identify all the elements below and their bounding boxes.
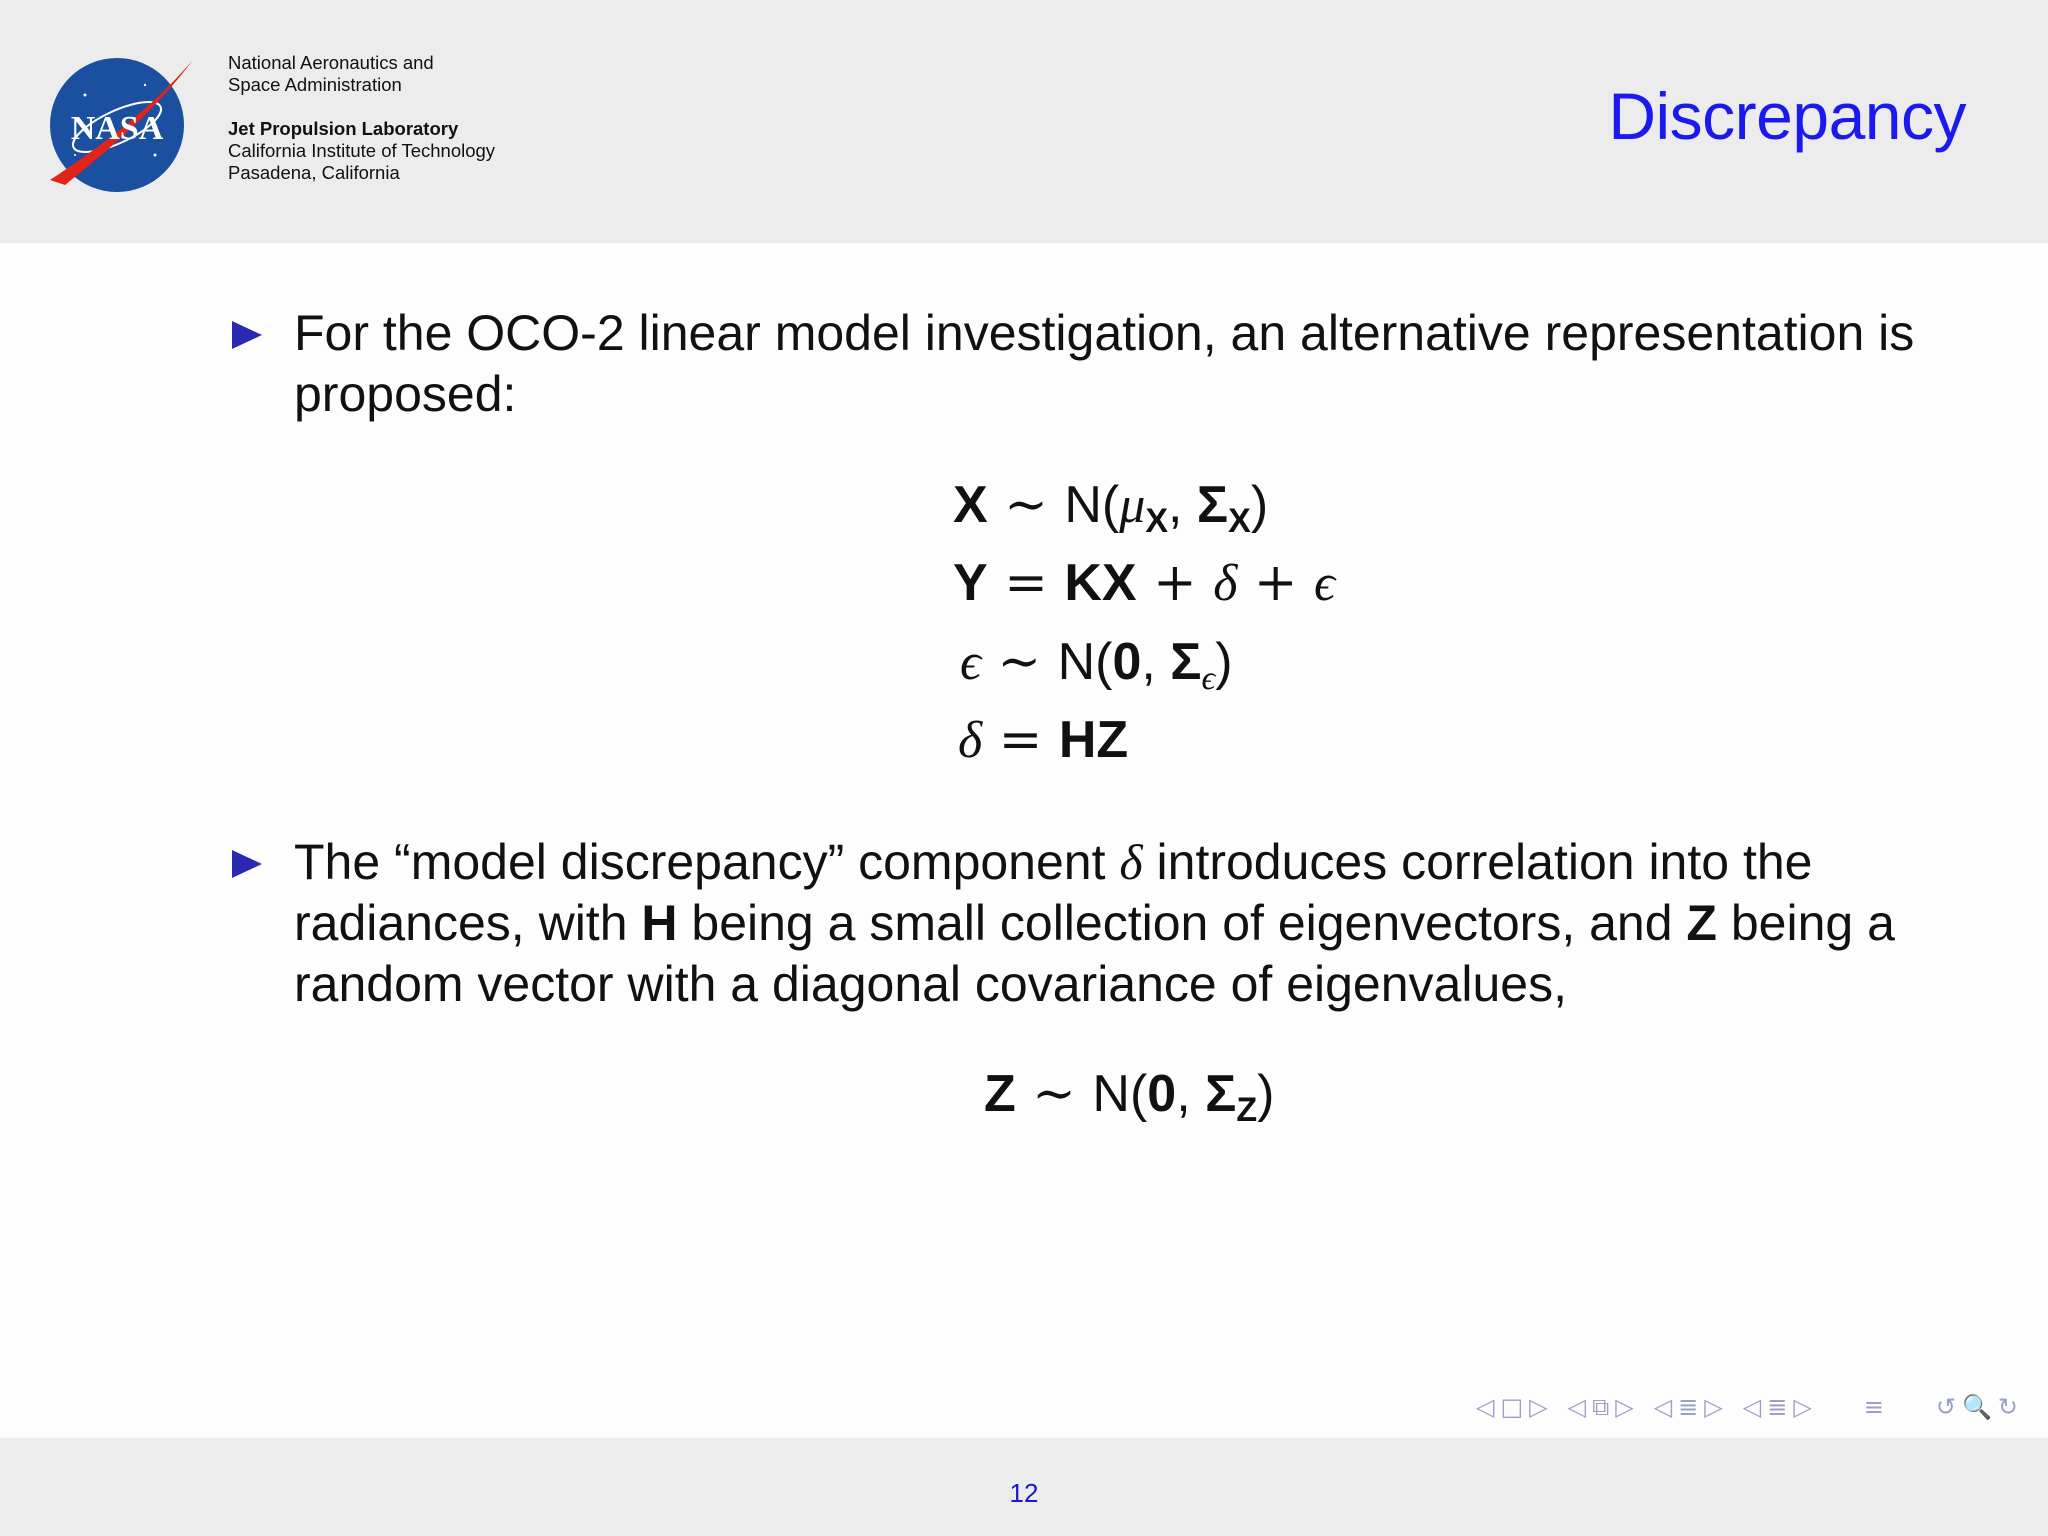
nav-prev-section-icon[interactable]: ◁ (1653, 1393, 1673, 1421)
lab-line3: Pasadena, California (228, 162, 400, 183)
equation-2: Y = KX + δ + ϵ (953, 553, 1335, 613)
lab-line2: California Institute of Technology (228, 140, 496, 161)
header-band (0, 0, 2048, 243)
nasa-logo-text: NASA (70, 110, 164, 147)
equation-1: X ∼ $N(\mu_X$, $\Sigma_X$) (953, 475, 1269, 540)
nav-next-frame-icon[interactable]: ▷ (1529, 1393, 1548, 1421)
equation-5: Z ∼ N(0, $\Sigma_Z$) (984, 1064, 1275, 1129)
nav-forward-icon[interactable]: ↻ (1997, 1393, 2018, 1421)
bullet-2-text: The “model discrepancy” component δ introduces correlation into the radiances, with H being a small collection of eigenvectors, and Z being a random vector with a diagonal covariance of eigenvalues, (294, 834, 1895, 1012)
nav-next-doc-icon[interactable]: ▷ (1793, 1393, 1812, 1421)
lab-name: Jet Propulsion Laboratory (228, 118, 459, 139)
bullet-2 (232, 832, 1972, 1015)
nav-doc-icon[interactable]: ≣ (1767, 1393, 1788, 1421)
equation-4: δ = HZ (958, 710, 1129, 770)
beamer-navigation (1476, 1392, 2018, 1422)
nav-next-section-icon[interactable]: ▷ (1704, 1393, 1723, 1421)
nav-subsection-icon[interactable]: ⧉ (1592, 1393, 1610, 1421)
org-block (228, 52, 495, 184)
nav-prev-frame-icon[interactable]: ◁ (1475, 1393, 1495, 1421)
nav-frame-icon[interactable]: □ (1500, 1393, 1524, 1421)
nav-prev-subsection-icon[interactable]: ◁ (1567, 1393, 1587, 1421)
org-line1: National Aeronautics and (228, 52, 434, 73)
bullet-1-text: For the OCO-2 linear model investigation, an alternative representation is proposed: (294, 305, 1915, 422)
nav-prev-doc-icon[interactable]: ◁ (1742, 1393, 1762, 1421)
bullet-arrow-icon (232, 321, 262, 349)
nasa-logo (45, 55, 195, 195)
nav-section-icon[interactable]: ≣ (1678, 1393, 1699, 1421)
nav-next-subsection-icon[interactable]: ▷ (1615, 1393, 1634, 1421)
equation-3: ϵ ∼ N(0, $\Sigma_\epsilon$) (960, 632, 1233, 697)
bullet-1 (232, 303, 1972, 425)
slide-title: Discrepancy (1608, 79, 1966, 153)
org-line2: Space Administration (228, 74, 402, 95)
bullet-arrow-icon (232, 850, 262, 878)
nav-search-icon[interactable]: 🔍 (1962, 1393, 1992, 1421)
nav-appendix-icon[interactable]: ≡ (1863, 1393, 1884, 1421)
page-number: 12 (1009, 1478, 1039, 1508)
nav-back-icon[interactable]: ↺ (1935, 1393, 1956, 1421)
footer-band (0, 1438, 2048, 1536)
